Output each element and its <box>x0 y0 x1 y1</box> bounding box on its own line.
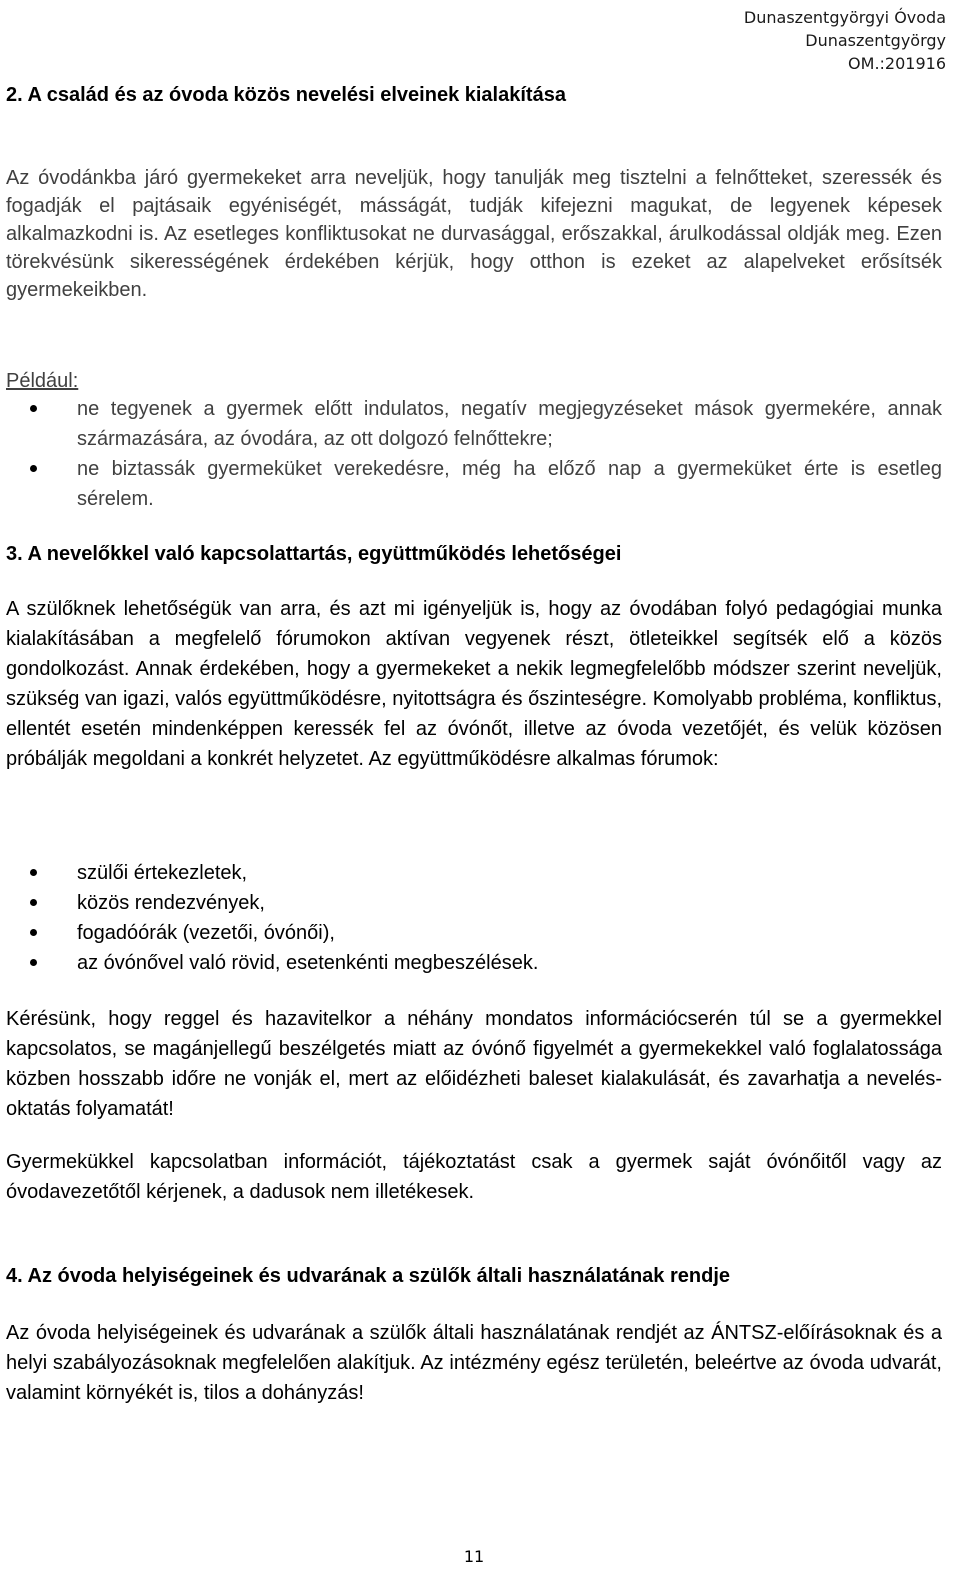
header-institution-name: Dunaszentgyörgyi Óvoda <box>743 8 946 27</box>
forum-text: szülői értekezletek, <box>77 862 248 884</box>
list-item <box>6 454 942 514</box>
section-3-paragraph: A szülőknek lehetőségük van arra, és azt mi igényeljük is, hogy az óvodában folyó pedagógiai munka kialakításában a megfelelő fórumokon aktívan vegyenek részt, ötleteikkel segítsék elő a közös gondolkozást. Annak érdekében, hogy a gyermekeket a nekik legmegfelelőbb módszer szerint neveljük, szükség van igazi, valós együttműködésre, nyitottságra és őszinteségre. Komolyabb probléma, konfliktus, ellentét esetén mindenképpen keressék fel az óvónőt, illetve az óvoda vezetőjét, és velük közösen próbálják megoldani a konkrét helyzetet. Az együttműködésre alkalmas fórumok: <box>6 598 942 770</box>
section-3-heading: 3. A nevelőkkel való kapcsolattartás, együttműködés lehetőségei <box>6 543 622 565</box>
examples-list <box>6 394 942 514</box>
forum-text: közös rendezvények, <box>77 892 265 914</box>
forums-list <box>6 858 942 978</box>
header-town: Dunaszentgyörgy <box>805 31 946 50</box>
forum-text: az óvónővel való rövid, esetenkénti megbeszélések. <box>77 952 539 974</box>
section-2-heading: 2. A család és az óvoda közös nevelési elveinek kialakítása <box>6 84 566 106</box>
bullet-icon <box>30 405 37 412</box>
example-text: ne tegyenek a gyermek előtt indulatos, negatív megjegyzéseket mások gyermekére, annak származására, az óvodára, az ott dolgozó felnőttekre; <box>77 398 942 450</box>
header-om-number: OM.:201916 <box>848 54 946 73</box>
section-4-paragraph: Az óvoda helyiségeinek és udvarának a szülők általi használatának rendjét az ÁNTSZ-előírásoknak és a helyi szabályozásoknak megfelelően alakítjuk. Az intézmény egész területén, beleértve az óvoda udvarát, valamint környékét is, tilos a dohányzás! <box>6 1322 942 1404</box>
section-4-heading: 4. Az óvoda helyiségeinek és udvarának a szülők általi használatának rendje <box>6 1265 731 1287</box>
section-2-paragraph: Az óvodánkba járó gyermekeket arra neveljük, hogy tanulják meg tisztelni a felnőtteket, szeressék és fogadják el pajtásaik egyéniségét, másságát, tudják kifejezni magukat, de legyenek képesek alkalmazkodni is. Az esetleges konfliktusokat ne durvasággal, erőszakkal, árulkodással oldják meg. Ezen törekvésünk sikerességének érdekében kérjük, hogy otthon is ezeket az alapelveket erősítsék gyermekeikben. <box>6 167 942 301</box>
request-paragraph: Kérésünk, hogy reggel és hazavitelkor a néhány mondatos információcserén túl se a gyermekkel kapcsolatos, se magánjellegű beszélgetés miatt az óvónő figyelmét a gyermekekkel való foglalatossága közben hosszabb időre ne vonják el, mert az előidézheti baleset kialakulását, és zavarhatja a nevelés-oktatás folyamatát! <box>6 1008 942 1120</box>
list-item <box>6 394 942 454</box>
bullet-icon <box>30 959 37 966</box>
bullet-icon <box>30 869 37 876</box>
bullet-icon <box>30 899 37 906</box>
list-item <box>6 918 942 948</box>
bullet-icon <box>30 465 37 472</box>
forum-text: fogadóórák (vezetői, óvónői), <box>77 922 335 944</box>
document-header <box>744 6 946 75</box>
example-text: ne biztassák gyermeküket verekedésre, még ha előző nap a gyermeküket érte is esetleg sérelem. <box>77 458 942 510</box>
example-label: Például: <box>6 370 79 392</box>
list-item <box>6 948 942 978</box>
list-item <box>6 888 942 918</box>
example-label-wrapper <box>6 366 78 396</box>
list-item <box>6 858 942 888</box>
page-number: 11 <box>463 1547 485 1566</box>
info-paragraph: Gyermekükkel kapcsolatban információt, tájékoztatást csak a gyermek saját óvónőitől vagy az óvodavezetőtől kérjenek, a dadusok nem illetékesek. <box>6 1151 942 1203</box>
bullet-icon <box>30 929 37 936</box>
